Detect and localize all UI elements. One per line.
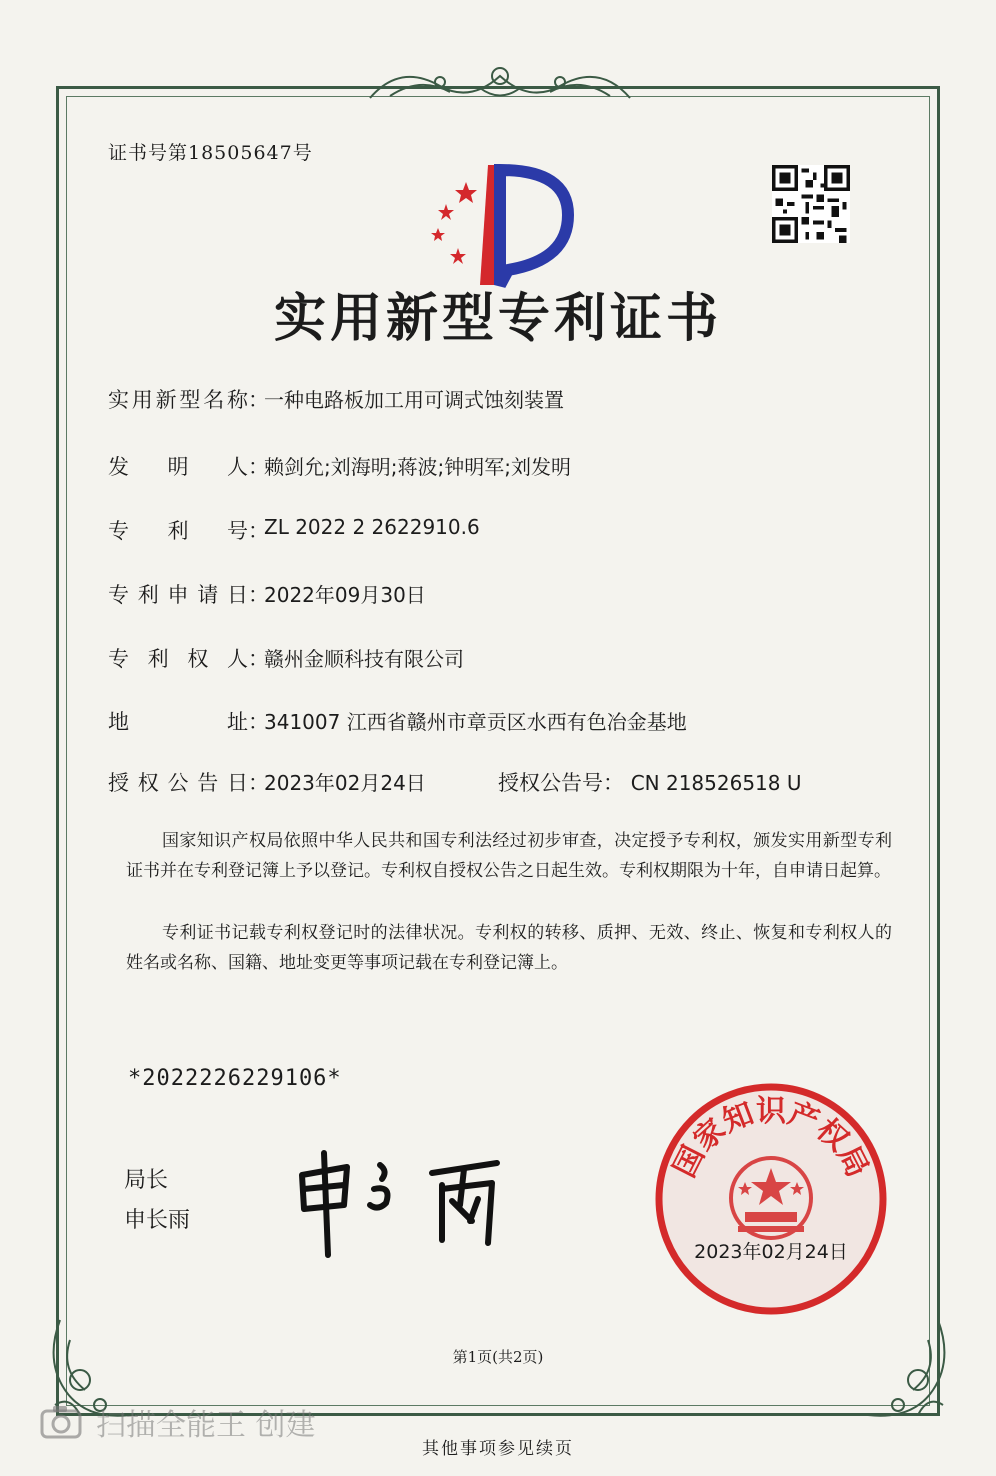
certificate-number: 证书号第18505647号 — [108, 142, 313, 164]
field-label: 专利权人 — [108, 647, 248, 671]
field-label: 授权公告日 — [108, 771, 248, 795]
camera-icon — [40, 1405, 82, 1439]
field-value: CN 218526518 U — [630, 771, 802, 795]
field-inventors: 发明人 ： 赖剑允;刘海明;蒋波;钟明军;刘发明 — [108, 451, 571, 481]
official-seal-icon — [650, 1078, 892, 1320]
director-title: 局长 — [124, 1168, 169, 1193]
director-signature-icon — [292, 1145, 512, 1265]
field-label: 授权公告号 — [498, 771, 603, 795]
field-value: 一种电路板加工用可调式蚀刻装置 — [264, 388, 564, 412]
qr-code-icon — [772, 165, 850, 243]
field-patentee: 专利权人 ： 赣州金顺科技有限公司 — [108, 643, 464, 673]
bottom-right-ornament-icon — [848, 1310, 958, 1430]
director-name: 申长雨 — [124, 1208, 191, 1233]
barcode-text: *2022226229106* — [128, 1066, 342, 1091]
legal-paragraph-1: 国家知识产权局依照中华人民共和国专利法经过初步审查，决定授予专利权，颁发实用新型专利证书并在专利登记簿上予以登记。专利权自授权公告之日起生效。专利权期限为十年，自申请日起算。 — [126, 831, 892, 881]
field-value: 341007 江西省赣州市章贡区水西有色冶金基地 — [264, 710, 687, 734]
field-value: ZL 2022 2 2622910.6 — [264, 515, 480, 539]
top-ornament-icon — [360, 58, 640, 108]
scanner-watermark — [40, 1400, 316, 1444]
field-address: 地址 ： 341007 江西省赣州市章贡区水西有色冶金基地 — [108, 706, 687, 736]
field-label: 专利申请日 — [108, 583, 248, 607]
field-patent-number: 专利号 ： ZL 2022 2 2622910.6 — [108, 515, 480, 543]
field-label: 地址 — [108, 710, 248, 734]
seal-org-text: 国家知识产权局 — [667, 1094, 875, 1184]
field-application-date: 专利申请日 ： 2022年09月30日 — [108, 579, 426, 609]
watermark-text: 扫描全能王 创建 — [96, 1408, 316, 1443]
field-label: 发明人 — [108, 455, 248, 479]
continue-note: 其他事项参见续页 — [422, 1439, 574, 1459]
cnipa-logo-icon — [418, 160, 578, 290]
field-label: 实用新型名称 — [108, 388, 248, 412]
page-number: 第1页(共2页) — [452, 1348, 544, 1366]
field-value: 2023年02月24日 — [264, 771, 426, 795]
seal-date: 2023年02月24日 — [694, 1241, 848, 1263]
legal-paragraph-2: 专利证书记载专利权登记时的法律状况。专利权的转移、质押、无效、终止、恢复和专利权人的姓名或名称、国籍、地址变更等事项记载在专利登记簿上。 — [126, 923, 892, 973]
field-label: 专利号 — [108, 519, 248, 543]
field-publication-number: 授权公告号： CN 218526518 U — [498, 771, 802, 795]
field-value: 赣州金顺科技有限公司 — [264, 647, 464, 671]
field-value: 2022年09月30日 — [264, 583, 426, 607]
certificate-title: 实用新型专利证书 — [273, 289, 722, 349]
field-grant-date: 授权公告日 ： 2023年02月24日 — [108, 767, 426, 797]
field-utility-model-name: 实用新型名称 ： 一种电路板加工用可调式蚀刻装置 — [108, 384, 564, 414]
field-value: 赖剑允;刘海明;蒋波;钟明军;刘发明 — [264, 455, 571, 479]
